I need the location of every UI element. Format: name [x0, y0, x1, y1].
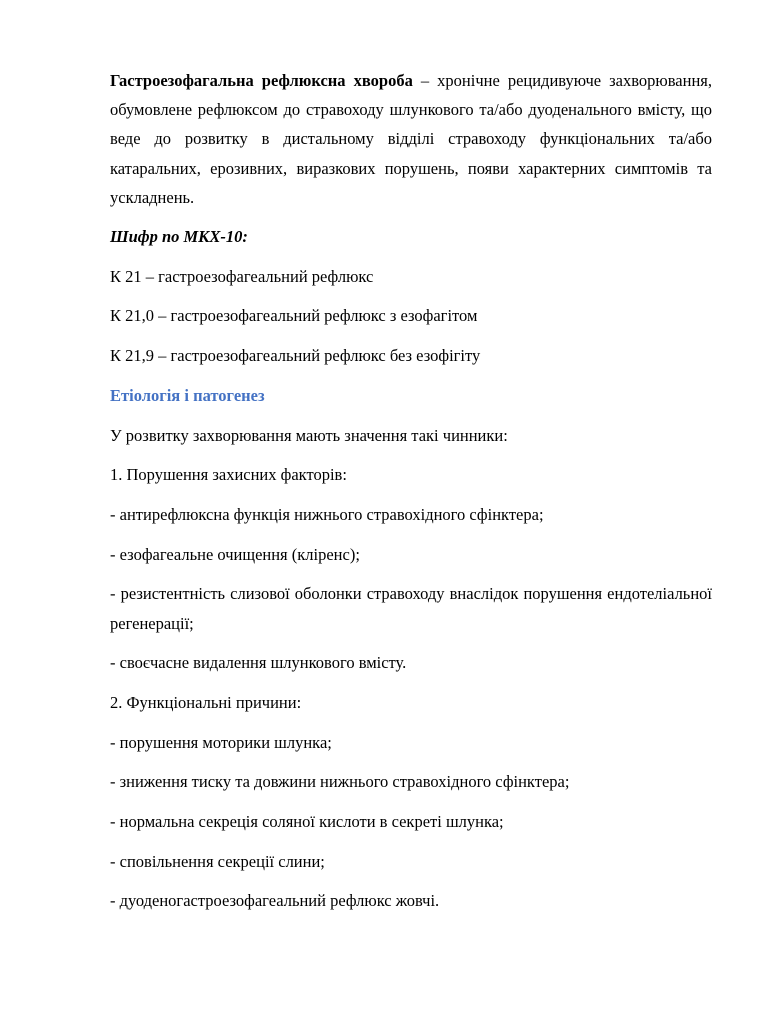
section-heading-etiology: Етіологія і патогенез [110, 385, 265, 405]
definition-paragraph [110, 66, 712, 212]
list-item: - сповільнення секреції слини; [110, 851, 325, 871]
term-bold: Гастроезофагальна рефлюксна хвороба [110, 71, 413, 90]
icd-code: К 21,9 – гастроезофагеальний рефлюкс без езофігіту [110, 346, 481, 366]
list-item: - езофагеальне очищення (кліренс); [110, 544, 360, 564]
list-item: - резистентність слизової оболонки стравоходу внаслідок порушення ендотеліальної регенерації; [110, 584, 712, 633]
etiology-lead: У розвитку захворювання мають значення такі чинники: [110, 425, 508, 445]
list-item: - порушення моторики шлунка; [110, 732, 332, 752]
list-item: - дуоденогастроезофагеальний рефлюкс жовчі. [110, 891, 440, 911]
icd-heading: Шифр по МКХ-10: [110, 227, 248, 247]
group-title: 1. Порушення захисних факторів: [110, 465, 347, 485]
list-item: - зниження тиску та довжини нижнього стравохідного сфінктера; [110, 772, 570, 792]
group-title: 2. Функціональні причини: [110, 692, 302, 712]
icd-code: К 21 – гастроезофагеальний рефлюкс [110, 266, 374, 286]
list-item: - антирефлюксна функція нижнього стравохідного сфінктера; [110, 504, 544, 524]
list-item: - своєчасне видалення шлункового вмісту. [110, 653, 407, 673]
definition-text: – хронічне рецидивуюче захворювання, обумовлене рефлюксом до стравоходу шлункового та/або дуоденального вмісту, що веде до розвитку в дистальному відділі стравоходу функціональних та/або катаральних, ерозивних, виразкових порушень, появи характерних симптомів та ускладнень. [110, 71, 712, 207]
icd-code: К 21,0 – гастроезофагеальний рефлюкс з езофагітом [110, 306, 478, 326]
list-item: - нормальна секреція соляної кислоти в секреті шлунка; [110, 812, 504, 832]
